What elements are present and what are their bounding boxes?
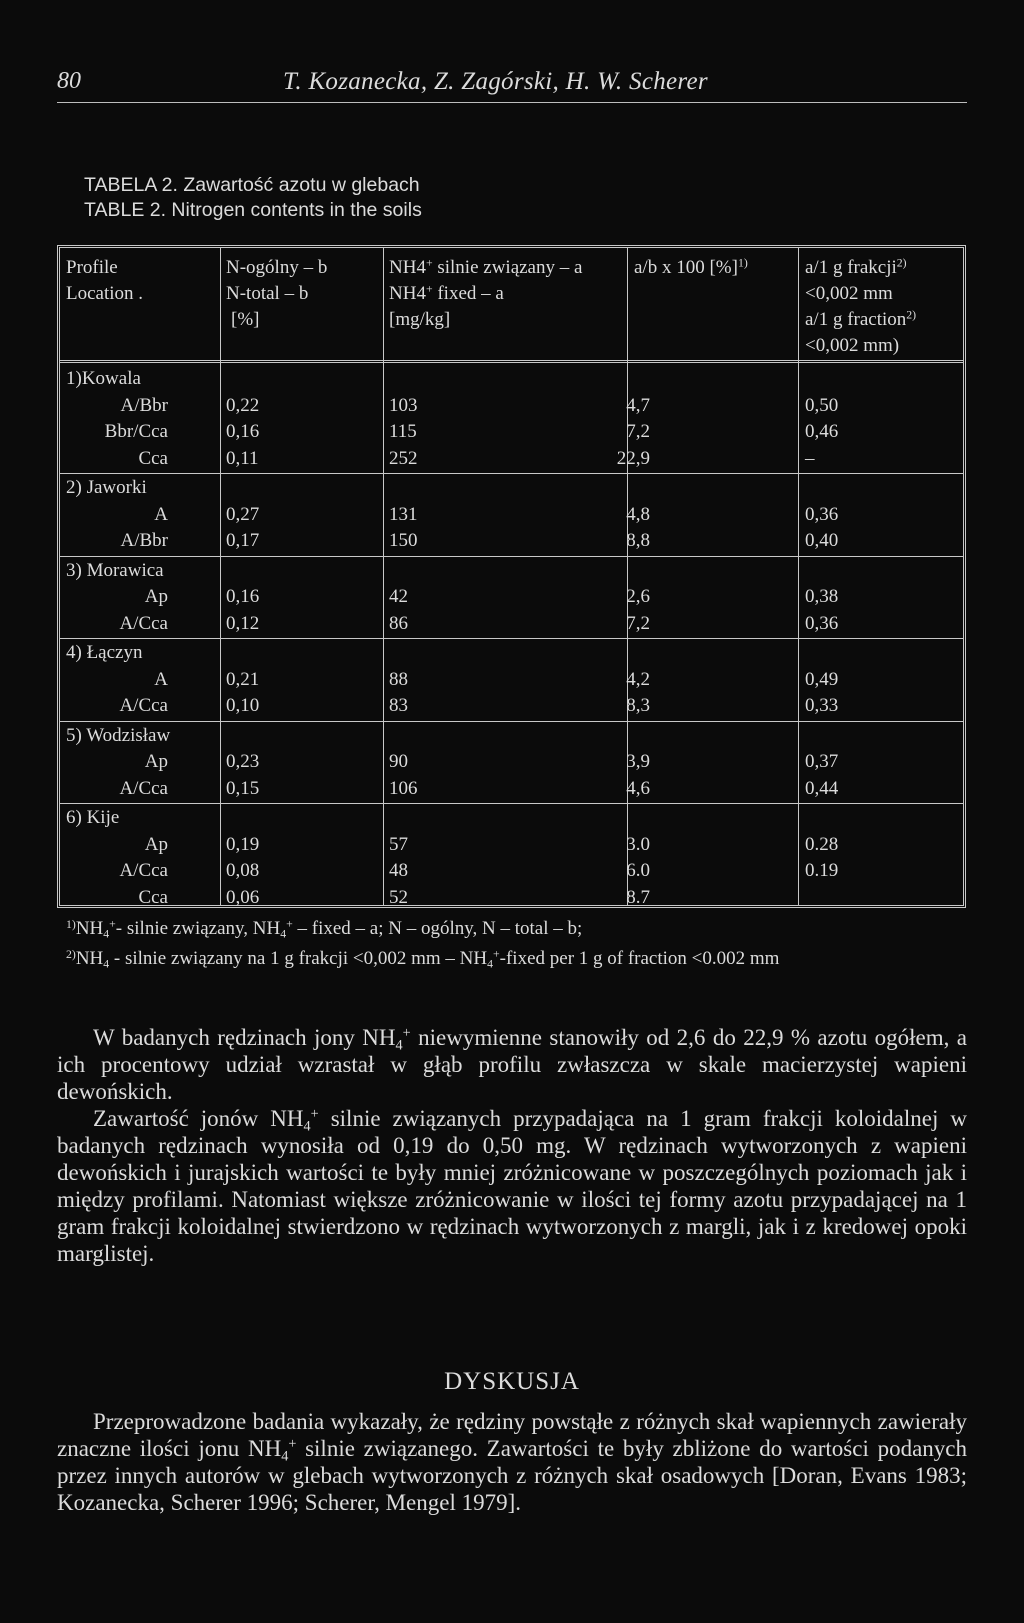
- ntotal-cell: 0,10: [226, 695, 260, 716]
- discussion-text: [57, 1408, 967, 1516]
- ratio-cell: 4,8: [626, 503, 650, 525]
- ntotal-cell: 0,12: [226, 612, 260, 634]
- paragraph: W badanych rędzinach jony $NH_4^+$ niewymienne stanowiły od 2,6 do 22,9 % azotu ogółem, a ich procentowy udział wzrastał w głąb profilu zwłaszcza w skale macierzystej wapieni dewońskich.: [57, 1025, 967, 1104]
- ratio-cell: 7,2: [626, 612, 650, 634]
- footnote-2: $^{2)}NH_4$ - silnie związany na 1 g frakcji <0,002 mm – $NH_4^+$-fixed per 1 g of fraction <0.002 mm: [66, 947, 780, 971]
- horizon-cell: A/Cca: [119, 695, 168, 716]
- results-text: [57, 1024, 967, 1267]
- frac-cell: 0,49: [805, 668, 839, 690]
- ntotal-cell: 0,21: [226, 668, 260, 690]
- frac-cell: 0.19: [805, 860, 839, 881]
- caption-polish: TABELA 2. Zawartość azotu w glebach: [84, 174, 420, 196]
- ntotal-cell: 0,11: [226, 447, 259, 469]
- frac-cell: 0,33: [805, 695, 839, 716]
- group-divider: [60, 638, 963, 639]
- frac-cell: 0.28: [805, 833, 839, 855]
- horizon-cell: A: [154, 503, 168, 525]
- horizon-cell: A: [154, 668, 168, 690]
- nh4-cell: 48: [389, 860, 408, 881]
- horizon-cell: A/Bbr: [120, 394, 168, 416]
- ratio-cell: 4,7: [626, 394, 650, 416]
- ntotal-cell: 0,23: [226, 751, 260, 772]
- nh4-cell: 88: [389, 668, 408, 690]
- page-number: 80: [57, 68, 81, 94]
- ratio-cell: 2,6: [626, 586, 650, 607]
- location-name: 3) Morawica: [66, 559, 164, 581]
- nh4-cell: 57: [389, 833, 408, 855]
- nh4-cell: 106: [389, 777, 418, 799]
- header-profile: Profile Location .: [66, 257, 144, 304]
- horizon-cell: Ap: [144, 586, 168, 607]
- location-name: 6) Kije: [66, 807, 120, 828]
- location-name: 4) Łączyn: [66, 642, 143, 663]
- header-fraction: a/1 g frakcji$^{2)}$ <0,002 mm a/1 g fraction$^{2)}$ <0,002 mm): [805, 256, 917, 356]
- horizon-cell: Bbr/Cca: [104, 421, 168, 442]
- running-authors: T. Kozanecka, Z. Zagórski, H. W. Scherer: [283, 68, 708, 95]
- frac-cell: 0,46: [805, 421, 839, 442]
- ratio-cell: 8,3: [626, 695, 650, 716]
- column-divider: [798, 248, 799, 905]
- nh4-cell: 150: [389, 530, 418, 551]
- ntotal-cell: 0,06: [226, 886, 260, 908]
- paragraph: Zawartość jonów $NH_4^+$ silnie związanych przypadająca na 1 gram frakcji koloidalnej w badanych rędzinach wynosiła od 0,19 do 0,50 mg. W rędzinach wytworzonych z wapieni dewońskich i jurajskich wartości te były mniej zróżnicowane w poszczególnych poziomach jak i między profilami. Natomiast większe zróżnicowanie w ilości tej formy azotu przypadającej na 1 gram frakcji koloidalnej stwierdzono w rędzinach wytworzonych z margli, jak i z kredowej opoki marglistej.: [57, 1106, 967, 1266]
- ratio-cell: 6.0: [626, 860, 650, 881]
- frac-cell: –: [805, 447, 815, 469]
- nh4-cell: 252: [389, 447, 418, 469]
- ntotal-cell: 0,17: [226, 530, 260, 551]
- ratio-cell: 4,6: [626, 777, 650, 799]
- section-heading: DYSKUSJA: [444, 1368, 580, 1395]
- group-divider: [60, 473, 963, 474]
- ntotal-cell: 0,22: [226, 394, 260, 416]
- location-name: 5) Wodzisław: [66, 724, 171, 746]
- nitrogen-table: [57, 245, 966, 908]
- ratio-cell: 8,8: [626, 530, 650, 551]
- nh4-cell: 52: [389, 886, 408, 908]
- ntotal-cell: 0,16: [226, 586, 260, 607]
- horizon-cell: A/Cca: [119, 777, 168, 799]
- column-divider: [383, 248, 384, 905]
- group-divider: [60, 803, 963, 804]
- frac-cell: 0,40: [805, 530, 839, 551]
- column-divider: [220, 248, 221, 905]
- location-name: 2) Jaworki: [66, 477, 147, 498]
- ntotal-cell: 0,27: [226, 503, 260, 525]
- frac-cell: 0,36: [805, 503, 839, 525]
- footnote-1: $^{1)}NH_4^+-$ silnie związany, $NH_4^+$ – fixed – a; N – ogólny, N – total – b;: [66, 917, 583, 941]
- frac-cell: 0,44: [805, 777, 839, 799]
- nh4-cell: 42: [389, 586, 408, 607]
- ntotal-cell: 0,08: [226, 860, 260, 881]
- ntotal-cell: 0,15: [226, 777, 260, 799]
- nh4-cell: 86: [389, 612, 408, 634]
- nh4-cell: 90: [389, 751, 408, 772]
- ratio-cell: 8.7: [626, 886, 650, 908]
- ratio-cell: 3.0: [626, 833, 650, 855]
- column-divider: [627, 248, 628, 905]
- horizon-cell: Ap: [144, 833, 168, 855]
- paragraph: Przeprowadzone badania wykazały, że rędziny powstąłe z różnych skał wapiennych zawierały znaczne ilości jonu $NH_4^+$ silnie związanego. Zawartości te były zbliżone do wartości podanych przez innych autorów w glebach wytworzonych z różnych skał osadowych [Doran, Evans 1983; Kozanecka, Scherer 1996; Scherer, Mengel 1979].: [57, 1409, 967, 1515]
- header-ratio: a/b x 100 [%]$^{1)}$: [634, 256, 748, 278]
- ratio-cell: 7,2: [626, 421, 650, 442]
- header-nh4-fixed: NH4+ silnie związany – a NH4+ fixed – a [mg/kg]: [389, 256, 583, 330]
- horizon-cell: A/Cca: [119, 612, 168, 634]
- frac-cell: 0,37: [805, 751, 839, 772]
- frac-cell: 0,50: [805, 394, 839, 416]
- horizon-cell: A/Bbr: [120, 530, 168, 551]
- table-caption: [84, 173, 422, 223]
- ratio-cell: 3,9: [626, 751, 650, 772]
- ntotal-cell: 0,19: [226, 833, 260, 855]
- header-ntotal: N-ogólny – b N-total – b [%]: [226, 257, 328, 330]
- group-divider: [60, 556, 963, 557]
- nh4-cell: 83: [389, 695, 408, 716]
- horizon-cell: Cca: [138, 447, 168, 469]
- header-divider: [60, 360, 963, 363]
- ratio-cell: 22,9: [616, 447, 650, 469]
- nh4-cell: 115: [389, 421, 417, 442]
- ratio-cell: 4,2: [626, 668, 650, 690]
- caption-english: TABLE 2. Nitrogen contents in the soils: [84, 199, 422, 221]
- group-divider: [60, 721, 963, 722]
- frac-cell: 0,38: [805, 586, 839, 607]
- ntotal-cell: 0,16: [226, 421, 260, 442]
- horizon-cell: A/Cca: [119, 860, 168, 881]
- table-footnotes: [66, 914, 780, 974]
- horizon-cell: Ap: [144, 751, 168, 772]
- running-header: [57, 68, 967, 103]
- nh4-cell: 103: [389, 394, 418, 416]
- horizon-cell: Cca: [138, 886, 168, 908]
- location-name: 1)Kowala: [66, 368, 141, 389]
- nh4-cell: 131: [389, 503, 418, 525]
- frac-cell: 0,36: [805, 612, 839, 634]
